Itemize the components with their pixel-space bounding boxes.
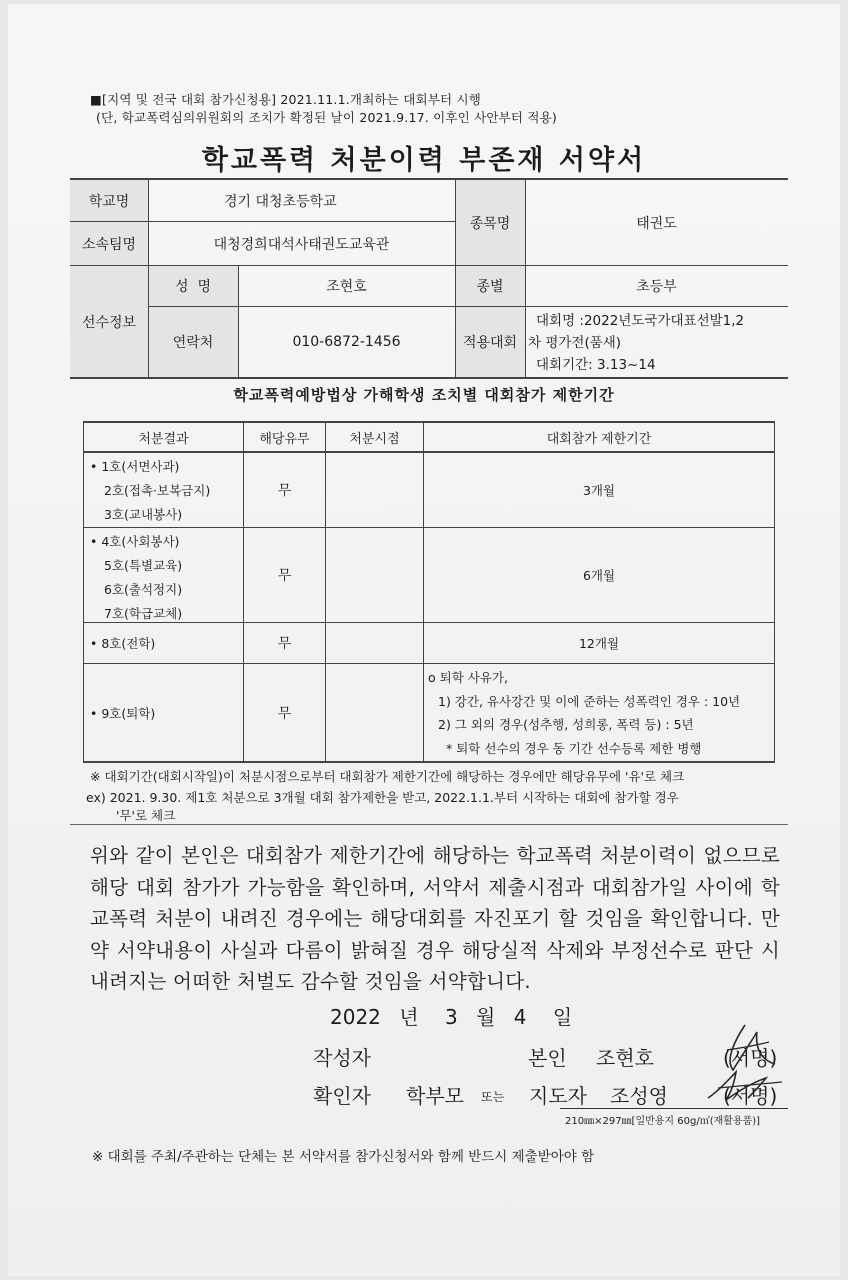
footer-note: ※ 대회를 주최/주관하는 단체는 본 서약서를 참가신청서와 함께 반드시 제출받아야 함 [92, 1149, 595, 1165]
expulsion-line-3: 2) 그 외의 경우(성추행, 성희롱, 폭력 등) : 5년 [438, 717, 694, 732]
date-day: 4 [513, 1005, 527, 1029]
date-year: 2022 [330, 1005, 381, 1029]
row1-limit: 3개월 [582, 483, 616, 498]
or-label: 또는 [481, 1090, 505, 1104]
competition-info [528, 310, 745, 376]
date-day-unit: 일 [552, 1005, 573, 1029]
document-title: 학교폭력 처분이력 부존재 서약서 [201, 145, 647, 176]
row1-time [326, 453, 423, 527]
row2-result-3: 6호(출석정지) [104, 582, 183, 597]
date-month-unit: 월 [476, 1005, 496, 1029]
coach-name: 조성영 [610, 1084, 668, 1108]
row1-result-3: 3호(교내봉사) [104, 507, 183, 522]
row2-result-1: • 4호(사회봉사) [90, 534, 180, 549]
row3-applicable: 무 [277, 636, 292, 652]
row2-limit: 6개월 [582, 568, 616, 583]
division-value: 초등부 [636, 279, 677, 295]
sign-placeholder-2: (서명) [723, 1084, 778, 1108]
row3-limit: 12개월 [578, 636, 620, 651]
note-3: '무'로 체크 [116, 808, 176, 823]
date-year-unit: 년 [399, 1005, 419, 1029]
signature-scribble-2 [700, 1068, 785, 1104]
expulsion-line-4: * 퇴학 선수의 경우 동 기간 선수등록 제한 병행 [446, 740, 702, 756]
row2-result-4: 7호(학급교체) [104, 606, 183, 621]
date [330, 1001, 572, 1030]
expulsion-line-2: 1) 강간, 유사강간 및 이에 준하는 성폭력인 경우 : 10년 [438, 693, 741, 709]
row3-result-1: • 8호(전학) [90, 636, 156, 651]
event-label: 종목명 [469, 215, 511, 232]
coach-label: 지도자 [529, 1084, 587, 1108]
row2-applicable: 무 [277, 568, 292, 584]
confirmer-label: 확인자 [313, 1084, 371, 1108]
row4-time [326, 664, 423, 761]
school-label: 학교명 [88, 193, 130, 210]
date-month: 3 [444, 1005, 458, 1029]
note-1: ※ 대회기간(대회시작일)이 처분시점으로부터 대회참가 제한기간에 해당하는 경우에만 해당유무에 '유'로 체크 [90, 769, 685, 784]
name-value: 조현호 [326, 279, 367, 295]
notice-line-2: (단, 학교폭력심의위원회의 조치가 확정된 날이 2021.9.17. 이후인 사안부터 적용) [96, 110, 558, 125]
contact-value: 010-6872-1456 [292, 334, 401, 350]
parent-label: 학부모 [406, 1084, 464, 1108]
sign-placeholder-1: (서명) [723, 1046, 778, 1070]
header-applicable: 해당유무 [259, 431, 310, 447]
name-label: 성 명 [175, 279, 211, 295]
competition-name-1: 대회명 :2022년도국가대표선발1,2 [536, 313, 745, 329]
row4-result-1: • 9호(퇴학) [90, 706, 156, 721]
header-result: 처분결과 [138, 431, 189, 447]
school-value: 경기 대청초등학교 [224, 193, 337, 210]
event-value: 태권도 [636, 215, 677, 232]
team-value: 대청경희대석사태권도교육관 [213, 236, 390, 253]
player-label: 선수정보 [81, 314, 137, 331]
expulsion-line-1: o 퇴학 사유가, [428, 670, 508, 685]
self-label: 본인 [528, 1046, 567, 1070]
paper-spec: 210㎜×297㎜[일반용지 60g/㎡(재활용품)] [565, 1116, 761, 1127]
row1-result-1: • 1호(서면사과) [90, 459, 180, 474]
row4-applicable: 무 [277, 705, 292, 722]
row3-results [90, 632, 155, 656]
notice-line-1: ■[지역 및 전국 대회 참가신청용] 2021.11.1.개최하는 대회부터 시행 [90, 92, 482, 107]
team-label: 소속팀명 [81, 236, 137, 253]
row2-result-2: 5호(특별교육) [104, 558, 183, 573]
row1-results [90, 455, 210, 527]
row3-time [326, 623, 423, 663]
division-label: 종별 [476, 279, 504, 295]
row4-results [90, 702, 155, 726]
row1-applicable: 무 [277, 483, 292, 499]
restriction-title: 학교폭력예방법상 가해학생 조치별 대회참가 제한기간 [233, 386, 615, 404]
competition-period: 대회기간: 3.13~14 [536, 357, 656, 373]
header-limit: 대회참가 제한기간 [546, 431, 652, 447]
applied-label: 적용대회 [462, 335, 518, 351]
signature-scribble-1 [705, 1020, 785, 1075]
pledge-text: 위와 같이 본인은 대회참가 제한기간에 해당하는 학교폭력 처분이력이 없으므로 해당 대회 참가가 가능함을 확인하며, 서약서 제출시점과 대회참가일 사이에 학교폭력 처분이 내려진 경우에는 해당대회를 자진포기 할 것임을 확인합니다. 만약 서약내용이 사실과 다름이 밝혀질 경우 해당실적 삭제와 부정선수로 판단 시 내려지는 어떠한 처벌도 감수할 것임을 서약합니다. [90, 844, 780, 993]
competition-name-2: 차 평가전(품새) [528, 335, 622, 351]
self-name: 조현호 [596, 1046, 654, 1070]
note-2: ex) 2021. 9.30. 제1호 처분으로 3개월 대회 참가제한을 받고, 2022.1.1.부터 시작하는 대회에 참가할 경우 [86, 790, 679, 805]
row2-time [326, 528, 423, 622]
row1-result-2: 2호(접촉·보복금지) [104, 483, 211, 498]
header-time: 처분시점 [349, 431, 400, 447]
contact-label: 연락처 [172, 335, 214, 351]
author-label: 작성자 [313, 1046, 371, 1070]
row4-limit [428, 666, 740, 760]
row2-results [90, 530, 182, 626]
